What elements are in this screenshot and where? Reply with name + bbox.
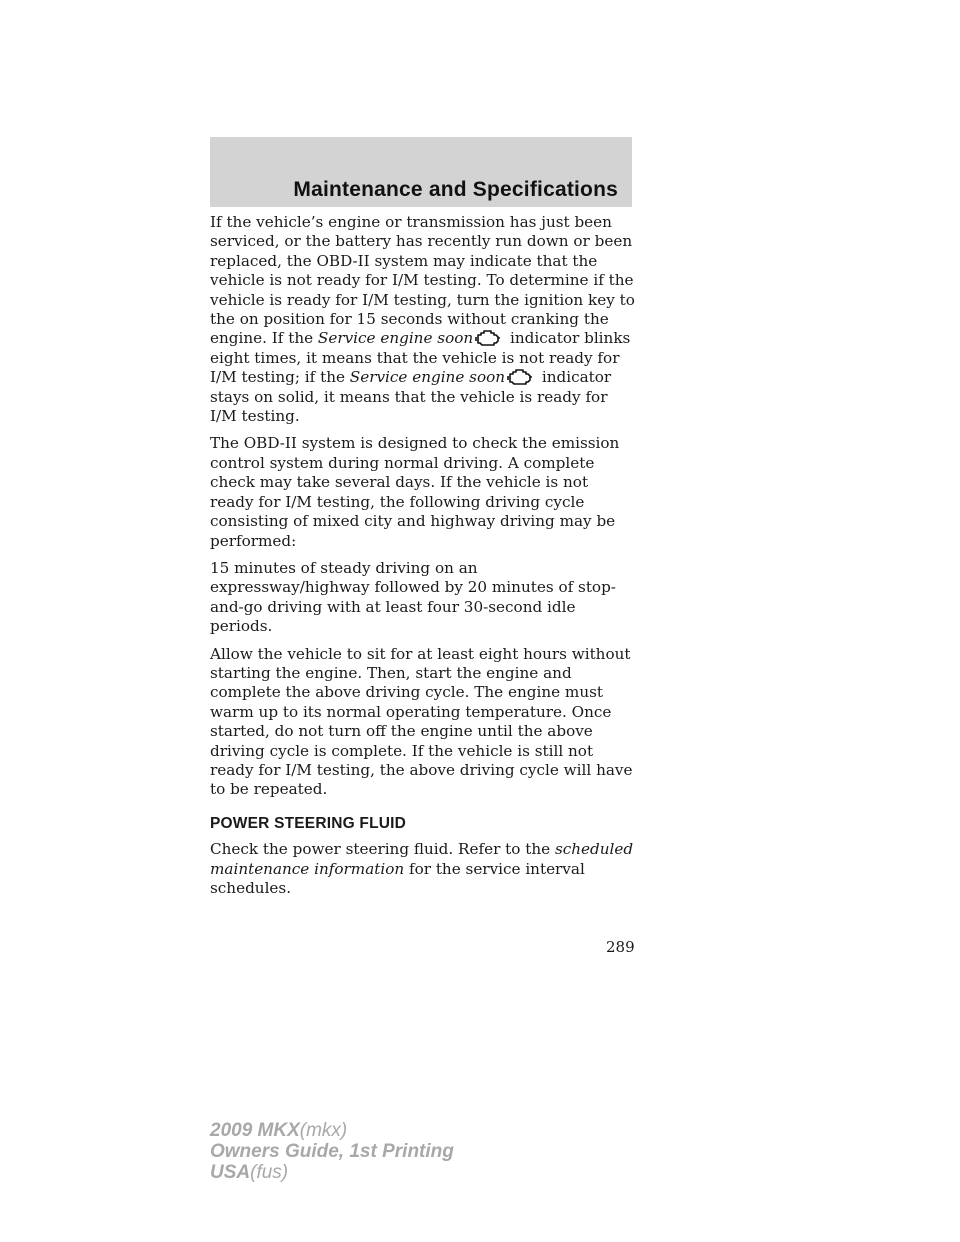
footer-line-edition: Owners Guide, 1st Printing — [210, 1141, 454, 1162]
section-header-band — [210, 137, 632, 207]
page-content — [210, 213, 635, 906]
document-footer — [210, 1120, 454, 1183]
footer-line-model: 2009 MKX(mkx) — [210, 1120, 348, 1141]
page-number: 289 — [606, 938, 635, 956]
service-engine-soon-text: Service engine soon — [317, 329, 474, 348]
scheduled-maintenance-reference: scheduled maintenance information — [210, 840, 634, 878]
check-engine-icon — [507, 368, 533, 386]
paragraph-obd-readiness: If the vehicle’s engine or transmission has just been serviced, or the battery has recently run down or been replaced, the OBD-II system may indicate that the vehicle is not ready for I/M testing. To determine if the vehicle is ready for I/M testing, turn the ignition key to the on position for 15 seconds without cranking the engine. If the Service engine soon indicator blinks eight times, it means that the vehicle is not ready for I/M testing; if the Service engine soon indicator stays on solid, it means that the vehicle is ready for I/M testing. — [210, 213, 635, 426]
paragraph-obd-design: The OBD-II system is designed to check the emission control system during normal driving. A complete check may take several days. If the vehicle is not ready for I/M testing, the following driving cycle consisting of mixed city and highway driving may be performed: — [210, 434, 620, 550]
paragraph-repeat-cycle: Allow the vehicle to sit for at least eight hours without starting the engine. Then, start the engine and complete the above driving cycle. The engine must warm up to its normal operating temperature. Once started, do not turn off the engine until the above driving cycle is complete. If the vehicle is still not ready for I/M testing, the above driving cycle will have to be repeated. — [210, 644, 633, 799]
heading-power-steering-fluid: POWER STEERING FLUID — [210, 814, 407, 832]
check-engine-icon — [475, 329, 501, 347]
section-title: Maintenance and Specifications — [293, 178, 618, 201]
paragraph-power-steering: Check the power steering fluid. Refer to the scheduled maintenance information for the service interval schedules. — [210, 840, 634, 897]
footer-line-market: USA(fus) — [210, 1162, 289, 1183]
paragraph-driving-cycle: 15 minutes of steady driving on an expressway/highway followed by 20 minutes of stop-and-go driving with at least four 30-second idle periods. — [210, 558, 616, 636]
service-engine-soon-text: Service engine soon — [349, 368, 506, 387]
